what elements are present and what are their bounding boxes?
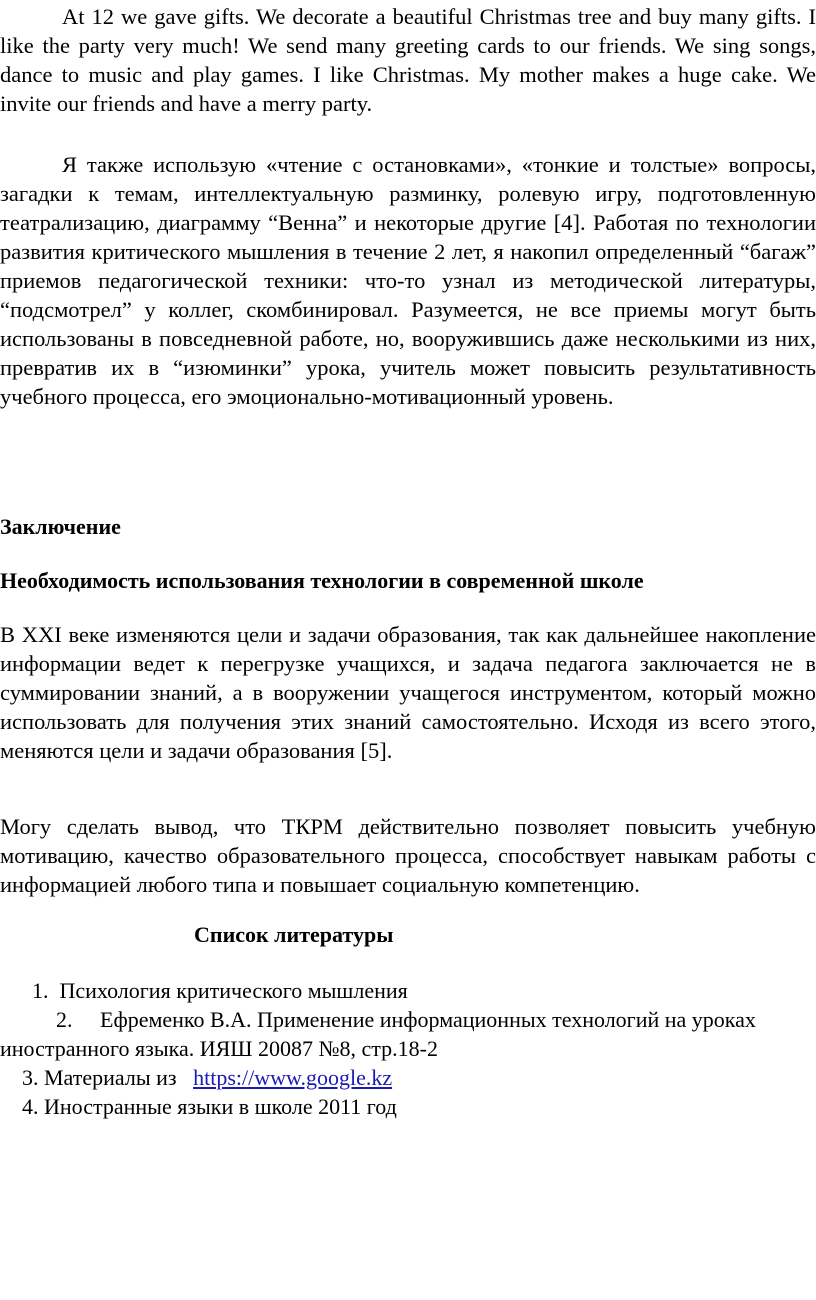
heading-references: Список литературы xyxy=(194,922,394,947)
paragraph-english-text: At 12 we gave gifts. We decorate a beautiful Christmas tree and buy many gifts. I like the party very much! We send many greeting cards to our friends. We sing songs, dance to music and play games. I like Christmas. My mother makes a huge cake. We invite our friends and have a merry party. xyxy=(0,4,816,116)
heading-conclusion: Заключение xyxy=(0,514,121,539)
reference-number: 1. xyxy=(32,978,49,1003)
reference-text: Ефременко В.А. Применение информационных технологий на уроках иностранного языка. ИЯШ 20087 №8, стр.18-2 xyxy=(0,1007,756,1061)
reference-text: Иностранные языки в школе 2011 год xyxy=(44,1094,397,1119)
paragraph-goals: В XXI веке изменяются цели и задачи образования, так как дальнейшее накопление информации ведет к перегрузке учащихся, и задача педагога заключается не в суммировании знаний, а в вооружении учащегося инструментом, который можно использовать для получения этих знаний самостоятельно. Исходя из всего этого, меняются цели и задачи образования [5]. xyxy=(0,622,816,763)
reference-link[interactable]: https://www.google.kz xyxy=(193,1065,393,1090)
reference-item-1 xyxy=(32,976,408,1005)
reference-number: 3. xyxy=(22,1065,39,1090)
reference-text: Материалы из xyxy=(44,1065,177,1090)
reference-text: Психология критического мышления xyxy=(59,978,408,1003)
reference-item-4 xyxy=(22,1092,397,1121)
reference-item-2 xyxy=(0,1005,816,1063)
reference-item-3 xyxy=(22,1063,392,1092)
reference-number: 2. xyxy=(56,1007,73,1032)
paragraph-techniques: Я также использую «чтение с остановками», «тонкие и толстые» вопросы, загадки к темам, интеллектуальную разминку, ролевую игру, подготовленную театрализацию, диаграмму “Венна” и некоторые другие [4]. Работая по технологии развития критического мышления в течение 2 лет, я накопил определенный “багаж” приемов педагогической техники: что-то узнал из методической литературы, “подсмотрел” у коллег, скомбинировал. Разумеется, не все приемы могут быть использованы в повседневной работе, но, вооружившись даже несколькими из них, превратив их в “изюминки” урока, учитель может повысить результативность учебного процесса, его эмоционально-мотивационный уровень. xyxy=(0,152,816,409)
paragraph-conclusion: Могу сделать вывод, что ТКРМ действительно позволяет повысить учебную мотивацию, качество образовательного процесса, способствует навыкам работы с информацией любого типа и повышает социальную компетенцию. xyxy=(0,814,816,897)
heading-necessity: Необходимость использования технологии в современной школе xyxy=(0,568,644,593)
reference-number: 4. xyxy=(22,1094,39,1119)
